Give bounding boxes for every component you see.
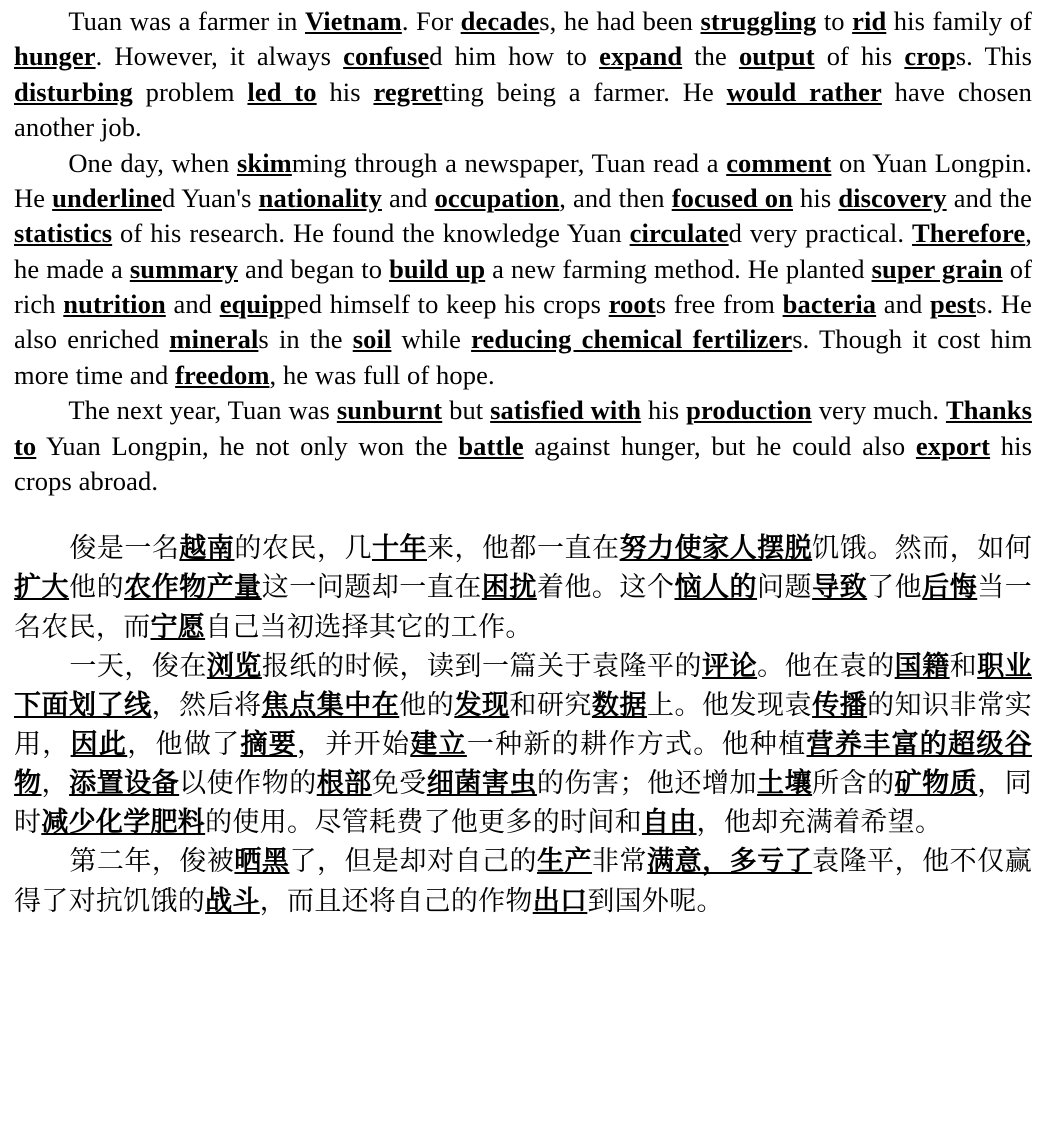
text-run: 着他。这个 — [536, 572, 675, 604]
key-phrase: 导致 — [812, 572, 868, 604]
text-run: , and then — [559, 182, 672, 213]
text-run: 俊是一名 — [69, 533, 180, 565]
key-phrase: pest — [930, 289, 977, 319]
text-run: a new farming method. He planted — [485, 253, 872, 284]
text-run: 一种新的耕作方式。他种植 — [466, 728, 807, 760]
text-run: . For — [401, 6, 461, 36]
text-run: , he made a — [14, 218, 1032, 284]
key-phrase: mineral — [169, 324, 259, 355]
text-run: 免受 — [371, 768, 427, 800]
text-run: s. Though it cost him more time and — [14, 324, 1033, 390]
english-passage — [14, 4, 1032, 499]
text-run: problem — [132, 76, 248, 107]
text-run: against hunger, but he could also — [523, 430, 916, 461]
key-phrase: soil — [352, 324, 392, 355]
key-phrase: expand — [599, 41, 683, 72]
text-run: d Yuan's — [162, 182, 259, 213]
text-run: 自己当初选择其它的工作。 — [205, 611, 533, 643]
key-phrase: 矿物质 — [894, 768, 978, 800]
text-run: 和 — [949, 650, 978, 682]
key-phrase: comment — [726, 147, 832, 178]
key-phrase: focused on — [671, 182, 793, 213]
key-phrase: bacteria — [782, 289, 877, 319]
text-run: d him how to — [429, 41, 600, 72]
text-run: 的知识非常实用， — [14, 689, 1033, 760]
text-run: 这一问题却一直在 — [261, 572, 482, 604]
text-run: 一天，俊在 — [69, 650, 207, 682]
text-run: 第二年，俊被 — [69, 846, 235, 878]
text-run: his — [316, 76, 374, 107]
chinese-translation — [14, 529, 1032, 920]
text-run: of his — [814, 41, 905, 72]
key-phrase: underline — [52, 182, 163, 213]
text-run: 以使作物的 — [179, 768, 317, 800]
key-phrase: would rather — [726, 76, 882, 107]
text-run: . However, it always — [95, 41, 344, 72]
text-run: Yuan Longpin, he not only won the — [36, 430, 459, 461]
key-phrase: occupation — [434, 182, 560, 213]
text-run: ，他却充满着希望。 — [696, 807, 943, 839]
text-run: 所含的 — [812, 768, 895, 800]
text-run: ，并开始 — [297, 728, 411, 760]
text-run: ，他做了 — [127, 728, 241, 760]
text-run: Tuan was a farmer in — [68, 6, 305, 36]
key-phrase: Thanks to — [14, 395, 1032, 461]
text-run: 他的 — [69, 572, 125, 604]
key-phrase: hunger — [14, 41, 96, 72]
text-run: 饥饿。然而，如何 — [812, 533, 1033, 565]
text-run: ，然后将 — [151, 689, 262, 721]
text-run: 来，他都一直在 — [427, 533, 620, 565]
text-run: on Yuan Longpin. He — [14, 147, 1033, 213]
key-phrase: 数据 — [591, 689, 647, 721]
key-phrase: satisfied with — [490, 395, 642, 426]
text-run: s. He also enriched — [14, 289, 1033, 355]
key-phrase: regret — [373, 76, 443, 107]
text-run: 他的 — [399, 689, 455, 721]
key-phrase: 评论 — [702, 650, 758, 682]
text-run: ting being a farmer. He — [442, 76, 727, 107]
key-phrase: Vietnam — [304, 6, 402, 36]
text-run: s. This — [955, 41, 1032, 72]
key-phrase: summary — [129, 253, 238, 284]
text-run: s, he had been — [539, 6, 701, 36]
key-phrase: 减少化学肥料 — [41, 807, 206, 839]
english-paragraph — [14, 4, 1032, 146]
key-phrase: 传播 — [812, 689, 868, 721]
key-phrase: 土壤 — [757, 768, 813, 800]
key-phrase: 焦点集中在 — [261, 689, 400, 721]
key-phrase: discovery — [838, 182, 947, 213]
key-phrase: sunburnt — [336, 395, 443, 426]
key-phrase: 宁愿 — [150, 611, 206, 643]
key-phrase: 摘要 — [240, 728, 298, 760]
text-run: to — [816, 6, 853, 36]
text-run: very much. — [811, 395, 946, 426]
chinese-paragraph — [14, 647, 1032, 843]
text-run: 的农民，几 — [234, 533, 372, 565]
text-run: and began to — [237, 253, 390, 284]
text-run: and — [876, 289, 931, 319]
key-phrase: decade — [460, 6, 540, 36]
english-paragraph — [14, 146, 1032, 394]
key-phrase: statistics — [14, 218, 113, 249]
chinese-paragraph — [14, 842, 1032, 920]
text-run: 问题 — [757, 572, 813, 604]
key-phrase: 发现 — [454, 689, 510, 721]
text-run: 上。他发现袁 — [646, 689, 813, 721]
text-run: 报纸的时候，读到一篇关于袁隆平的 — [261, 650, 703, 682]
key-phrase: battle — [458, 430, 524, 461]
key-phrase: confuse — [343, 41, 430, 72]
key-phrase: rid — [852, 6, 887, 36]
key-phrase: 满意，多亏了 — [647, 846, 813, 878]
text-run: 了，但是却对自己的 — [289, 846, 538, 878]
text-run: d very practical. — [728, 218, 913, 249]
text-run: 和研究 — [509, 689, 592, 721]
key-phrase: skim — [236, 147, 292, 178]
key-phrase: root — [608, 289, 656, 319]
text-run: of his research. He found the knowledge Yuan — [112, 218, 630, 249]
key-phrase: 浏览 — [206, 650, 262, 682]
english-paragraph — [14, 393, 1032, 499]
key-phrase: disturbing — [14, 76, 133, 107]
key-phrase: export — [915, 430, 991, 461]
text-run: ped himself to keep his crops — [283, 289, 609, 319]
key-phrase: led to — [247, 76, 317, 107]
key-phrase: super grain — [871, 253, 1003, 284]
text-run: s in the — [258, 324, 353, 355]
key-phrase: 国籍 — [894, 650, 950, 682]
key-phrase: build up — [389, 253, 486, 284]
text-run: ，同时 — [14, 768, 1033, 839]
text-run: and — [165, 289, 220, 319]
key-phrase: 出口 — [532, 885, 588, 917]
text-run: have chosen another job. — [14, 76, 1033, 143]
text-run: the — [682, 41, 739, 72]
key-phrase: 后悔 — [922, 572, 978, 604]
text-run: , he was full of hope. — [269, 359, 495, 390]
key-phrase: 农作物产量 — [124, 572, 262, 604]
text-run: 的使用。尽管耗费了他更多的时间和 — [205, 807, 642, 839]
text-run: 。他在袁的 — [757, 650, 895, 682]
key-phrase: 因此 — [70, 728, 128, 760]
chinese-paragraph — [14, 529, 1032, 646]
key-phrase: Therefore — [912, 218, 1026, 249]
key-phrase: 职业下面划了线 — [14, 650, 1032, 721]
text-run: and — [381, 182, 435, 213]
text-run: but — [442, 395, 491, 426]
key-phrase: production — [686, 395, 812, 426]
text-run: while — [391, 324, 472, 355]
key-phrase: nutrition — [63, 289, 166, 319]
key-phrase: 恼人的 — [674, 572, 758, 604]
text-run: and the — [946, 182, 1032, 213]
key-phrase: 越南 — [179, 533, 235, 565]
text-run: 非常 — [592, 846, 648, 878]
key-phrase: 细菌害虫 — [426, 768, 537, 800]
text-run: 到国外呢。 — [587, 885, 724, 917]
key-phrase: 自由 — [641, 807, 697, 839]
text-run: his — [641, 395, 687, 426]
text-run: 当一名农民，而 — [14, 572, 1033, 643]
key-phrase: 努力使家人摆脱 — [619, 533, 813, 565]
text-run: ， — [41, 768, 70, 800]
text-run: of rich — [14, 253, 1033, 319]
key-phrase: 扩大 — [14, 572, 70, 604]
text-run: s free from — [655, 289, 783, 319]
key-phrase: circulate — [629, 218, 729, 249]
key-phrase: freedom — [175, 359, 270, 390]
key-phrase: 晒黑 — [234, 846, 290, 878]
key-phrase: 十年 — [371, 533, 427, 565]
text-run: ，而且还将自己的作物 — [259, 885, 533, 917]
text-run: 了他 — [867, 572, 923, 604]
key-phrase: 添置设备 — [69, 768, 180, 800]
key-phrase: struggling — [700, 6, 817, 36]
key-phrase: 根部 — [316, 768, 372, 800]
key-phrase: nationality — [258, 182, 382, 213]
text-run: his crops abroad. — [14, 430, 1032, 496]
text-run: his family of — [886, 6, 1032, 36]
key-phrase: 生产 — [537, 846, 593, 878]
key-phrase: 建立 — [410, 728, 467, 760]
key-phrase: 战斗 — [205, 885, 260, 917]
text-run: 的伤害；他还增加 — [536, 768, 758, 800]
text-run: The next year, Tuan was — [68, 395, 337, 426]
key-phrase: 困扰 — [481, 572, 537, 604]
text-run: his — [793, 182, 839, 213]
text-run: ming through a newspaper, Tuan read a — [291, 147, 727, 178]
key-phrase: output — [738, 41, 815, 72]
text-run: One day, when — [68, 147, 237, 178]
key-phrase: 营养丰富的超级谷物 — [14, 728, 1032, 800]
text-run: 袁隆平，他不仅赢得了对抗饥饿的 — [14, 846, 1033, 917]
key-phrase: crop — [904, 41, 956, 72]
key-phrase: equip — [219, 289, 284, 319]
key-phrase: reducing chemical fertilizer — [471, 324, 793, 355]
